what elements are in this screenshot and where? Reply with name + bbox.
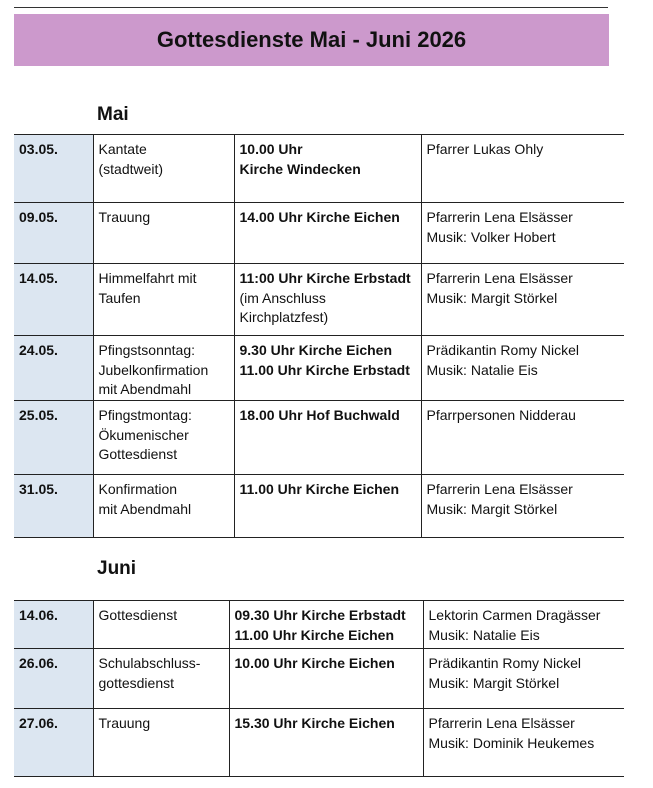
date-cell: 24.05. <box>14 336 93 401</box>
time-location-cell <box>234 264 421 336</box>
time-location: 14.00 Uhr Kirche Eichen <box>239 209 400 225</box>
time-location: 11.00 Uhr Kirche Eichen <box>239 481 400 497</box>
event-cell: Konfirmation mit Abendmahl <box>93 475 234 538</box>
date-cell: 25.05. <box>14 401 93 475</box>
time-note: (im Anschluss Kirchplatzfest) <box>239 289 329 325</box>
date-cell: 03.05. <box>14 135 93 203</box>
page-title: Gottesdienste Mai - Juni 2026 <box>156 27 467 52</box>
person-cell: Lektorin Carmen Dragässer Musik: Natalie Eis <box>423 601 624 649</box>
top-rule <box>14 7 608 8</box>
time-location: 9.30 Uhr Kirche Eichen 11.00 Uhr Kirche Erbstadt <box>239 342 410 378</box>
time-location-cell <box>234 203 421 264</box>
schedule-row <box>14 475 624 538</box>
time-location-cell <box>229 601 423 649</box>
event-cell: Pfingstsonntag: Jubelkonfirmation mit Abendmahl <box>93 336 234 401</box>
schedule-row <box>14 203 624 264</box>
time-location: 10.00 Uhr Kirche Windecken <box>239 141 361 177</box>
date-cell: 14.05. <box>14 264 93 336</box>
time-location: 09.30 Uhr Kirche Erbstadt 11.00 Uhr Kirche Eichen <box>234 607 406 643</box>
event-cell: Gottesdienst <box>93 601 229 649</box>
person-cell: Pfarrerin Lena Elsässer Musik: Margit Störkel <box>421 475 624 538</box>
time-location-cell <box>234 475 421 538</box>
section-heading-juni: Juni <box>97 558 137 579</box>
time-location-cell <box>234 135 421 203</box>
event-cell: Trauung <box>93 709 229 777</box>
section-heading-mai: Mai <box>97 104 129 125</box>
person-cell: Pfarrer Lukas Ohly <box>421 135 624 203</box>
schedule-row <box>14 336 624 401</box>
event-cell: Himmelfahrt mit Taufen <box>93 264 234 336</box>
event-cell: Schulabschluss- gottesdienst <box>93 649 229 709</box>
title-banner <box>14 14 609 66</box>
date-cell: 31.05. <box>14 475 93 538</box>
schedule-row <box>14 401 624 475</box>
time-location: 11:00 Uhr Kirche Erbstadt <box>239 270 411 286</box>
date-cell: 26.06. <box>14 649 93 709</box>
time-location-cell <box>234 401 421 475</box>
schedule-row <box>14 135 624 203</box>
schedule-row <box>14 264 624 336</box>
time-location: 18.00 Uhr Hof Buchwald <box>239 407 400 423</box>
event-cell: Pfingstmontag: Ökumenischer Gottesdienst <box>93 401 234 475</box>
schedule-row <box>14 601 624 649</box>
person-cell: Pfarrerin Lena Elsässer Musik: Dominik Heukemes <box>423 709 624 777</box>
time-location: 10.00 Uhr Kirche Eichen <box>234 655 395 671</box>
schedule-row <box>14 649 624 709</box>
person-cell: Pfarrerin Lena Elsässer Musik: Volker Hobert <box>421 203 624 264</box>
time-location-cell <box>234 336 421 401</box>
person-cell: Prädikantin Romy Nickel Musik: Natalie Eis <box>421 336 624 401</box>
schedule-table-juni <box>14 600 624 777</box>
person-cell: Prädikantin Romy Nickel Musik: Margit Störkel <box>423 649 624 709</box>
person-cell: Pfarrerin Lena Elsässer Musik: Margit Störkel <box>421 264 624 336</box>
schedule-row <box>14 709 624 777</box>
time-location-cell <box>229 709 423 777</box>
event-cell: Trauung <box>93 203 234 264</box>
time-location-cell <box>229 649 423 709</box>
date-cell: 14.06. <box>14 601 93 649</box>
date-cell: 09.05. <box>14 203 93 264</box>
event-cell: Kantate (stadtweit) <box>93 135 234 203</box>
person-cell: Pfarrpersonen Nidderau <box>421 401 624 475</box>
time-location: 15.30 Uhr Kirche Eichen <box>234 715 395 731</box>
schedule-table-mai <box>14 134 624 538</box>
date-cell: 27.06. <box>14 709 93 777</box>
